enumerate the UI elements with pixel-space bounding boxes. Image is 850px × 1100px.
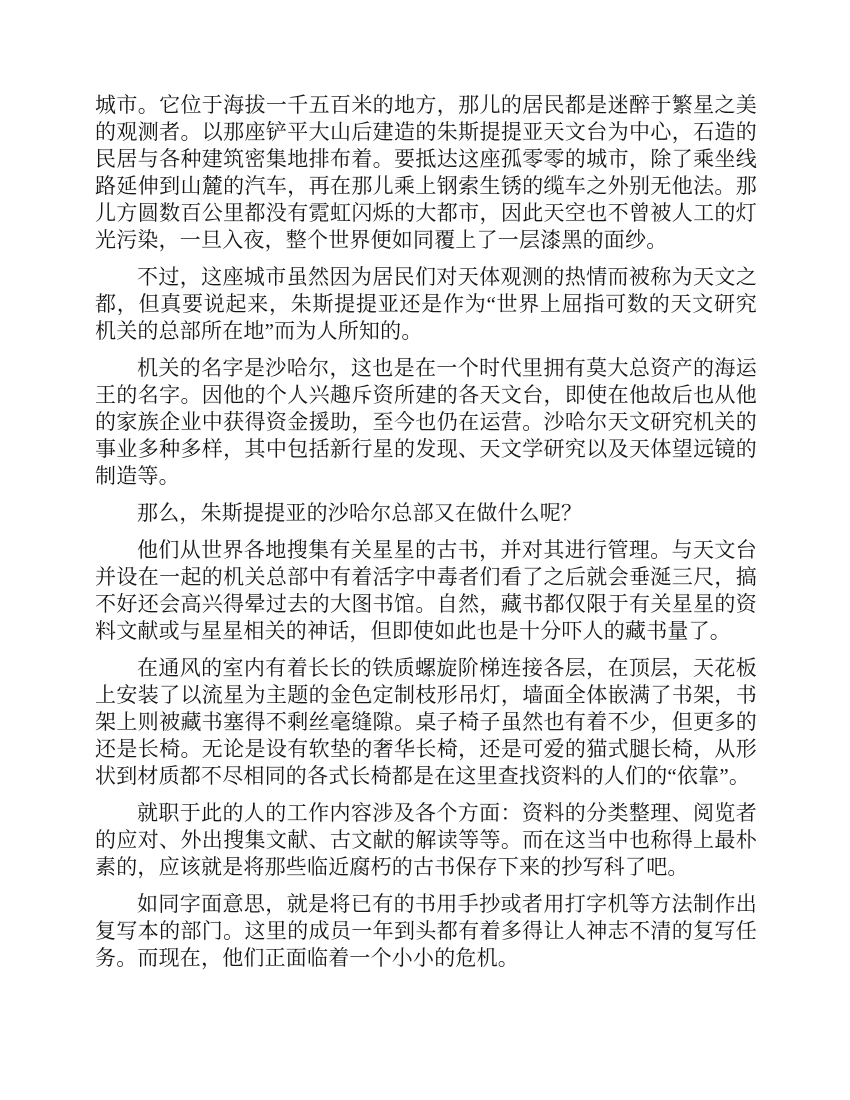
page-text (95, 92, 757, 972)
paragraph: 机关的名字是沙哈尔，这也是在一个时代里拥有莫大总资产的海运王的名字。因他的个人兴趣斥资所建的各天文台，即使在他故后也从他的家族企业中获得资金援助，至今也仍在运营。沙哈尔天文研究机关的事业多种多样，其中包括新行星的发现、天文学研究以及天体望远镜的制造等。 (95, 356, 757, 488)
paragraph: 就职于此的人的工作内容涉及各个方面：资料的分类整理、阅览者的应对、外出搜集文献、古文献的解读等等。而在这当中也称得上最朴素的，应该就是将那些临近腐朽的古书保存下来的抄写科了吧。 (95, 801, 757, 879)
paragraph: 那么，朱斯提提亚的沙哈尔总部又在做什么呢？ (137, 501, 583, 525)
paragraph: 不过，这座城市虽然因为居民们对天体观测的热情而被称为天文之都，但真要说起来，朱斯提提亚还是作为“世界上屈指可数的天文研究机关的总部所在地”而为人所知的。 (95, 265, 757, 343)
paragraph: 他们从世界各地搜集有关星星的古书，并对其进行管理。与天文台并设在一起的机关总部中有着活字中毒者们看了之后就会垂涎三尺，搞不好还会高兴得晕过去的大图书馆。自然，藏书都仅限于有关星星的资料文献或与星星相关的神话，但即使如此也是十分吓人的藏书量了。 (95, 538, 757, 643)
paragraph: 城市。它位于海拔一千五百米的地方，那儿的居民都是迷醉于繁星之美的观测者。以那座铲平大山后建造的朱斯提提亚天文台为中心，石造的民居与各种建筑密集地排布着。要抵达这座孤零零的城市，除了乘坐线路延伸到山麓的汽车，再在那儿乘上钢索生锈的缆车之外别无他法。那儿方圆数百公里都没有霓虹闪烁的大都市，因此天空也不曾被人工的灯光污染，一旦入夜，整个世界便如同覆上了一层漆黑的面纱。 (95, 93, 757, 252)
paragraph: 在通风的室内有着长长的铁质螺旋阶梯连接各层，在顶层，天花板上安装了以流星为主题的金色定制枝形吊灯，墙面全体嵌满了书架，书架上则被藏书塞得不剩丝毫缝隙。桌子椅子虽然也有着不少，但更多的还是长椅。无论是设有软垫的奢华长椅，还是可爱的猫式腿长椅，从形状到材质都不尽相同的各式长椅都是在这里查找资料的人们的“依靠”。 (95, 656, 757, 788)
paragraph: 如同字面意思，就是将已有的书用手抄或者用打字机等方法制作出复写本的部门。这里的成员一年到头都有着多得让人神志不清的复写任务。而现在，他们正面临着一个小小的危机。 (95, 892, 757, 970)
